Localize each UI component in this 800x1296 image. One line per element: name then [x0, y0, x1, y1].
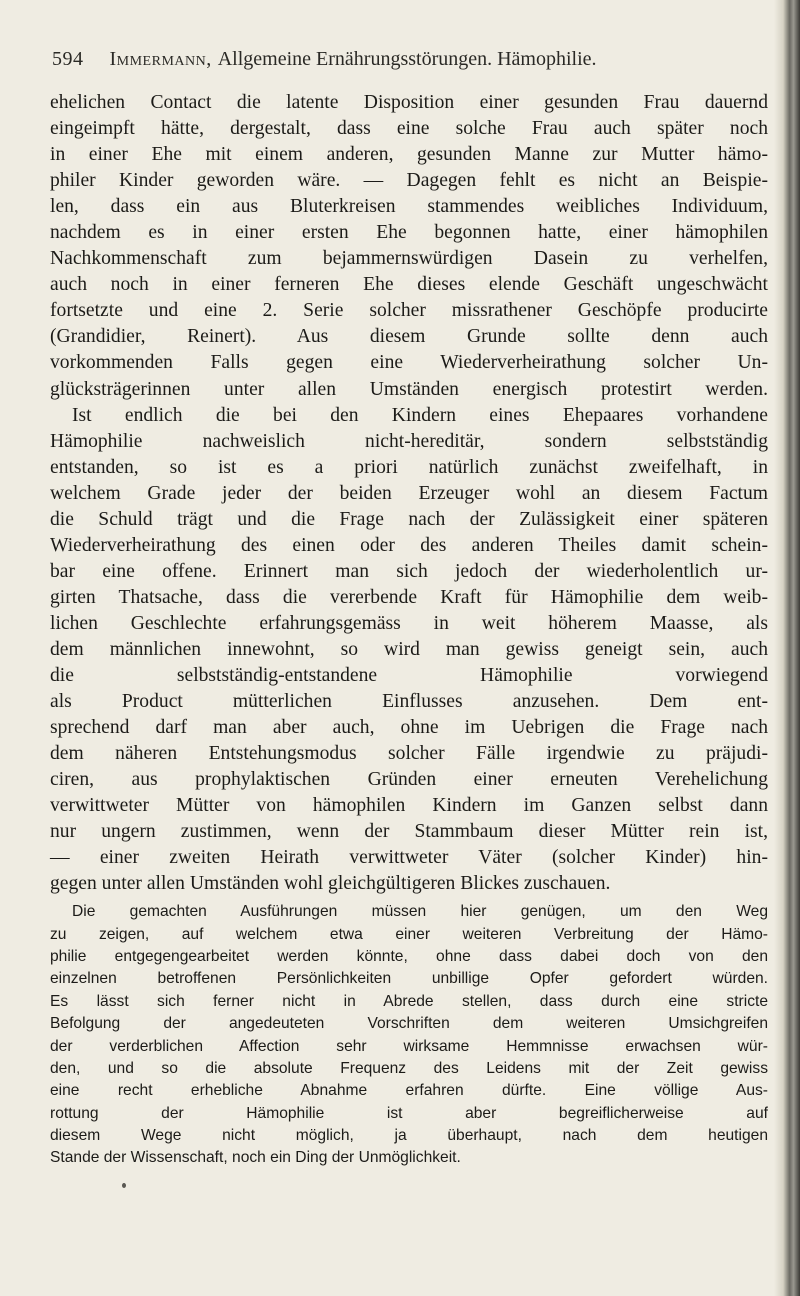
page-edge-shadow: [774, 0, 800, 1296]
note-line: einzelnen betroffenen Persönlichkeiten unbillige Opfer gefordert würden.: [50, 970, 768, 988]
text-line: glücksträgerinnen unter allen Umständen energisch protestirt werden.: [50, 378, 768, 400]
main-text: [50, 90, 768, 897]
text-line: die Schuld trägt und die Frage nach der Zulässigkeit einer späteren: [50, 508, 768, 530]
text-line: (Grandidier, Reinert). Aus diesem Grunde sollte denn auch: [50, 326, 768, 348]
text-line: eingeimpft hätte, dergestalt, dass eine solche Frau auch später noch: [50, 118, 768, 140]
text-line: auch noch in einer ferneren Ehe dieses elende Geschäft ungeschwächt: [50, 274, 768, 296]
printing-speck: [122, 1183, 126, 1188]
text-line: gegen unter allen Umständen wohl gleichgültigeren Blickes zuschauen.: [50, 873, 611, 895]
text-line: dem männlichen innewohnt, so wird man gewiss geneigt sein, auch: [50, 638, 768, 660]
text-line: Wiederverheirathung des einen oder des anderen Theiles damit schein-: [50, 534, 768, 556]
note-line: philie entgegengearbeitet werden könnte, ohne dass dabei doch von den: [50, 948, 768, 966]
text-line: girten Thatsache, dass die vererbende Kraft für Hämophilie dem weib-: [50, 586, 768, 608]
text-line: ciren, aus prophylaktischen Gründen einer erneuten Verehelichung: [50, 769, 768, 791]
book-page: [50, 48, 768, 1170]
note-line: rottung der Hämophilie ist aber begreiflicherweise auf: [50, 1104, 768, 1122]
note-line: den, und so die absolute Frequenz des Leidens mit der Zeit gewiss: [50, 1059, 768, 1077]
header-author: Immermann,: [109, 48, 212, 70]
text-line: Hämophilie nachweislich nicht-hereditär, sondern selbstständig: [50, 430, 768, 452]
running-header: [50, 48, 768, 84]
text-line: Nachkommenschaft zum bejammernswürdigen Dasein zu verhelfen,: [50, 248, 768, 270]
text-line: in einer Ehe mit einem anderen, gesunden Manne zur Mutter hämo-: [50, 144, 768, 166]
text-line: nachdem es in einer ersten Ehe begonnen hatte, einer hämophilen: [50, 222, 768, 244]
note-line: Befolgung der angedeuteten Vorschriften dem weiteren Umsichgreifen: [50, 1015, 768, 1033]
text-line: verwittweter Mütter von hämophilen Kindern im Ganzen selbst dann: [50, 795, 768, 817]
text-line: sprechend darf man aber auch, ohne im Uebrigen die Frage nach: [50, 717, 768, 739]
page-number: 594: [52, 48, 84, 70]
note-line: Stande der Wissenschaft, noch ein Ding der Unmöglichkeit.: [50, 1149, 461, 1167]
note-line: diesem Wege nicht möglich, ja überhaupt, nach dem heutigen: [50, 1126, 768, 1144]
text-line: entstanden, so ist es a priori natürlich zunächst zweifelhaft, in: [50, 456, 768, 478]
note-line: Es lässt sich ferner nicht in Abrede stellen, dass durch eine stricte: [50, 992, 768, 1010]
note-line: der verderblichen Affection sehr wirksame Hemmnisse erwachsen wür-: [50, 1037, 768, 1055]
text-line: vorkommenden Falls gegen eine Wiederverheirathung solcher Un-: [50, 352, 768, 374]
text-line: die selbstständig-entstandene Hämophilie vorwiegend: [50, 665, 768, 687]
text-line: als Product mütterlichen Einflusses anzusehen. Dem ent-: [50, 691, 768, 713]
text-line: bar eine offene. Erinnert man sich jedoch der wiederholentlich ur-: [50, 560, 768, 582]
note-line: zu zeigen, auf welchem etwa einer weiteren Verbreitung der Hämo-: [50, 925, 768, 943]
small-print-note: [50, 901, 768, 1169]
text-line: philer Kinder geworden wäre. — Dagegen fehlt es nicht an Beispie-: [50, 170, 768, 192]
note-line: eine recht erhebliche Abnahme erfahren dürfte. Eine völlige Aus-: [50, 1082, 768, 1100]
header-title: Allgemeine Ernährungsstörungen. Hämophilie.: [217, 48, 597, 70]
text-line: — einer zweiten Heirath verwittweter Väter (solcher Kinder) hin-: [50, 847, 768, 869]
text-line: welchem Grade jeder der beiden Erzeuger wohl an diesem Factum: [50, 482, 768, 504]
text-line: nur ungern zustimmen, wenn der Stammbaum dieser Mütter rein ist,: [50, 821, 768, 843]
text-line: lichen Geschlechte erfahrungsgemäss in weit höherem Maasse, als: [50, 612, 768, 634]
text-line: len, dass ein aus Bluterkreisen stammendes weibliches Individuum,: [50, 196, 768, 218]
note-line: Die gemachten Ausführungen müssen hier genügen, um den Weg: [72, 903, 768, 921]
text-line: dem näheren Entstehungsmodus solcher Fälle irgendwie zu präjudi-: [50, 743, 768, 765]
text-line: ehelichen Contact die latente Disposition einer gesunden Frau dauernd: [50, 92, 768, 113]
text-line: Ist endlich die bei den Kindern eines Ehepaares vorhandene: [72, 404, 768, 426]
text-line: fortsetzte und eine 2. Serie solcher missrathener Geschöpfe producirte: [50, 300, 768, 322]
